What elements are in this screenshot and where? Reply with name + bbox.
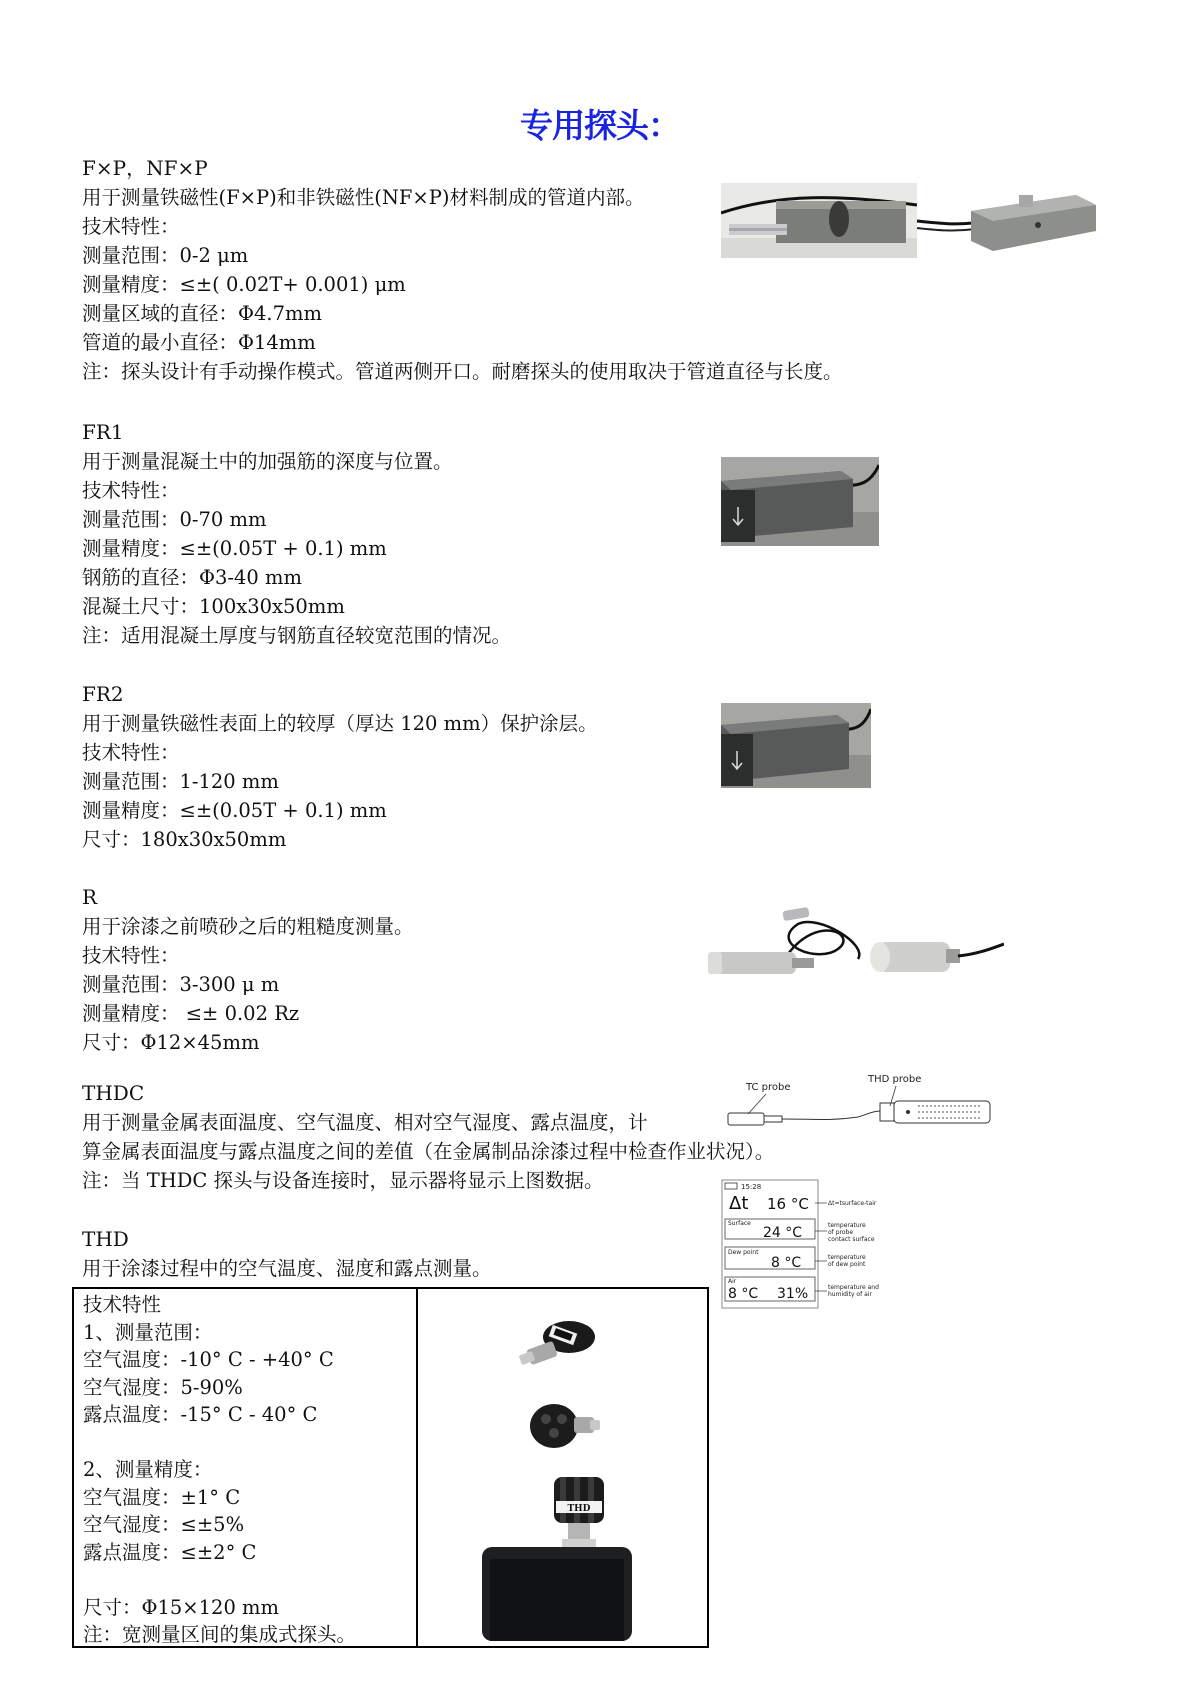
r-accuracy: 测量精度： ≤± 0.02 Rz bbox=[82, 1002, 300, 1025]
screen-air-label: Air bbox=[728, 1278, 737, 1285]
fr2-heading: FR2 bbox=[82, 682, 124, 706]
fxp-accuracy: 测量精度：≤±( 0.02T+ 0.001) μm bbox=[82, 273, 406, 296]
fr2-probe-photo bbox=[721, 703, 871, 788]
fxp-spec-label: 技术特性： bbox=[82, 215, 180, 238]
screen-surface-desc-3: contact surface bbox=[828, 1236, 875, 1243]
screen-delta-value: 16 °C bbox=[767, 1195, 809, 1213]
thd-spec-label: 技术特性 bbox=[83, 1293, 162, 1316]
screen-dew-desc-2: of dew point bbox=[828, 1261, 866, 1268]
thd-dew-acc: 露点温度：≤±2° C bbox=[83, 1541, 257, 1564]
fr1-heading: FR1 bbox=[82, 420, 124, 444]
fr2-size: 尺寸：180x30x50mm bbox=[82, 828, 287, 851]
thd-spec-table bbox=[72, 1287, 709, 1648]
thd-heading: THD bbox=[82, 1227, 129, 1251]
fxp-range: 测量范围：0-2 μm bbox=[82, 244, 249, 267]
screen-air-temp: 8 °C bbox=[728, 1286, 759, 1302]
fr1-desc: 用于测量混凝土中的加强筋的深度与位置。 bbox=[82, 450, 453, 473]
tc-probe-label: TC probe bbox=[746, 1082, 791, 1093]
thd-air-hum-acc: 空气湿度：≤±5% bbox=[83, 1513, 245, 1536]
thd-probe-text: THD bbox=[567, 1504, 591, 1514]
thd-probe-photo-2 bbox=[524, 1399, 604, 1453]
fxp-min-pipe: 管道的最小直径：Φ14mm bbox=[82, 331, 316, 354]
thdc-desc-line1: 用于测量金属表面温度、空气温度、相对空气湿度、露点温度，计 bbox=[82, 1111, 648, 1134]
fr1-note: 注：适用混凝土厚度与钢筋直径较宽范围的情况。 bbox=[82, 624, 512, 647]
thd-size: 尺寸：Φ15×120 mm bbox=[83, 1596, 280, 1619]
thdc-desc-line2: 算金属表面温度与露点温度之间的差值（在金属制品涂漆过程中检查作业状况）。 bbox=[82, 1140, 775, 1163]
r-desc: 用于涂漆之前喷砂之后的粗糙度测量。 bbox=[82, 915, 414, 938]
thd-air-hum-range: 空气湿度：5-90% bbox=[83, 1376, 243, 1399]
screen-delta-symbol: Δt bbox=[729, 1193, 749, 1214]
r-range: 测量范围：3-300 μ m bbox=[82, 973, 280, 996]
thd-probe-device-photo bbox=[482, 1469, 632, 1641]
fr2-spec-label: 技术特性： bbox=[82, 741, 180, 764]
fr2-desc: 用于测量铁磁性表面上的较厚（厚达 120 mm）保护涂层。 bbox=[82, 712, 598, 735]
thd-probe-label: THD probe bbox=[868, 1074, 922, 1085]
screen-dew-label: Dew point bbox=[728, 1249, 759, 1256]
thd-acc-label: 2、测量精度： bbox=[83, 1458, 213, 1481]
screen-surface-desc-1: temperature bbox=[828, 1222, 866, 1229]
r-probe-photo bbox=[708, 904, 1004, 984]
screen-surface-label: Surface bbox=[728, 1220, 751, 1227]
thdc-probe-diagram bbox=[718, 1069, 994, 1129]
thdc-heading: THDC bbox=[82, 1081, 145, 1105]
thdc-screen-diagram bbox=[721, 1179, 905, 1309]
r-size: 尺寸：Φ12×45mm bbox=[82, 1031, 260, 1054]
screen-air-hum: 31% bbox=[777, 1286, 809, 1302]
screen-air-desc-2: humidity of air bbox=[828, 1291, 872, 1298]
fr1-rebar: 钢筋的直径：Φ3-40 mm bbox=[82, 566, 302, 589]
thd-dew-range: 露点温度：-15° C - 40° C bbox=[83, 1403, 318, 1426]
screen-surface-value: 24 °C bbox=[763, 1225, 803, 1241]
fxp-area: 测量区域的直径：Φ4.7mm bbox=[82, 302, 322, 325]
thd-air-temp-acc: 空气温度：±1° C bbox=[83, 1486, 241, 1509]
fr2-range: 测量范围：1-120 mm bbox=[82, 770, 279, 793]
thd-note: 注：宽测量区间的集成式探头。 bbox=[83, 1623, 357, 1646]
screen-time: 15:28 bbox=[741, 1183, 762, 1191]
r-spec-label: 技术特性： bbox=[82, 944, 180, 967]
fr1-range: 测量范围：0-70 mm bbox=[82, 508, 267, 531]
fr1-probe-photo bbox=[721, 457, 879, 546]
fxp-probe-photo bbox=[721, 183, 1096, 258]
fr2-accuracy: 测量精度：≤±(0.05T + 0.1) mm bbox=[82, 799, 387, 822]
page-title: 专用探头： bbox=[520, 106, 680, 145]
screen-delta-desc: Δt=tsurface-tair bbox=[828, 1200, 877, 1207]
fr1-accuracy: 测量精度：≤±(0.05T + 0.1) mm bbox=[82, 537, 387, 560]
r-heading: R bbox=[82, 885, 98, 909]
thd-range-label: 1、测量范围： bbox=[83, 1321, 213, 1344]
table-divider bbox=[416, 1289, 418, 1646]
fr1-spec-label: 技术特性： bbox=[82, 479, 180, 502]
fxp-note: 注：探头设计有手动操作模式。管道两侧开口。耐磨探头的使用取决于管道直径与长度。 bbox=[82, 360, 843, 383]
screen-dew-desc-1: temperature bbox=[828, 1254, 866, 1261]
fr1-size: 混凝土尺寸：100x30x50mm bbox=[82, 595, 345, 618]
thd-probe-photo-1 bbox=[514, 1315, 604, 1375]
fxp-desc: 用于测量铁磁性(F×P)和非铁磁性(NF×P)材料制成的管道内部。 bbox=[82, 186, 645, 209]
thdc-note: 注：当 THDC 探头与设备连接时，显示器将显示上图数据。 bbox=[82, 1169, 604, 1192]
screen-surface-desc-2: of probe bbox=[828, 1229, 854, 1236]
thd-desc: 用于涂漆过程中的空气温度、湿度和露点测量。 bbox=[82, 1257, 492, 1280]
screen-air-desc-1: temperature and bbox=[828, 1284, 879, 1291]
fxp-heading: F×P，NF×P bbox=[82, 156, 208, 180]
thd-air-temp-range: 空气温度：-10° C - +40° C bbox=[83, 1348, 334, 1371]
screen-dew-value: 8 °C bbox=[771, 1255, 802, 1271]
